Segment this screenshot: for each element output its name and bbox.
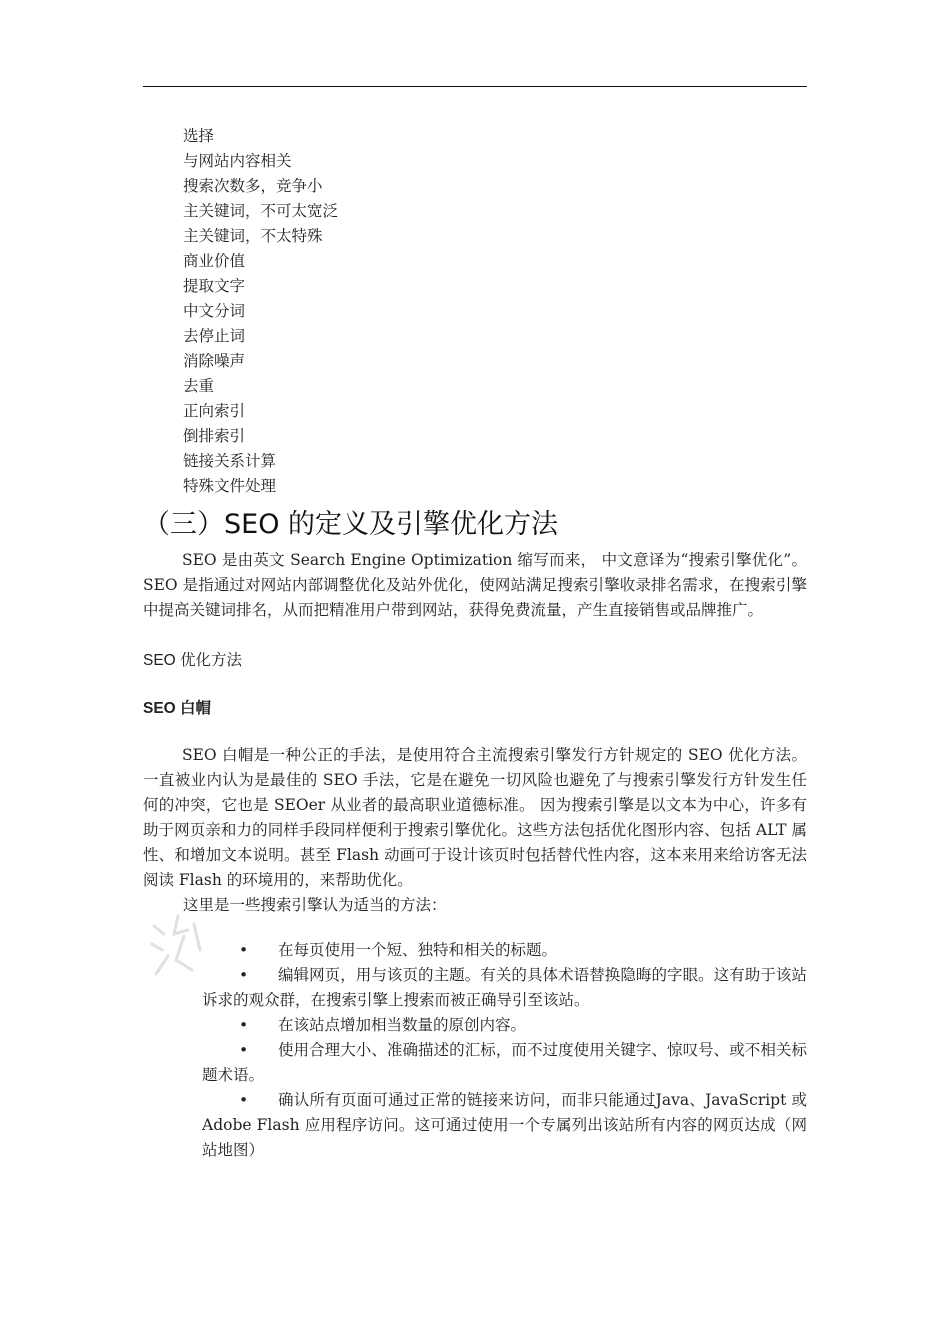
- bullet-text: 确认所有页面可通过正常的链接来访问，而非只能通过Java、JavaScript 或 Adobe Flash 应用程序访问。这可通过使用一个专属列出该站所有内容的网页达成（网站地图）: [202, 1091, 807, 1159]
- bullet-icon: •: [239, 1091, 249, 1109]
- list-item: 中文分词: [183, 302, 246, 320]
- methods-bullet-list: [202, 938, 807, 1163]
- bullet-icon: •: [239, 1016, 249, 1034]
- white-hat-heading: SEO 白帽: [143, 700, 212, 717]
- list-item: 正向索引: [183, 402, 246, 420]
- list-item: 主关键词，不太特殊: [183, 227, 323, 245]
- list-item: 与网站内容相关: [183, 152, 292, 170]
- list-item: 提取文字: [183, 277, 246, 295]
- bullet-text: 在每页使用一个短、独特和相关的标题。: [278, 941, 558, 959]
- seo-methods-label: SEO 优化方法: [143, 652, 243, 669]
- list-item: 选择: [183, 127, 215, 145]
- list-item: 主关键词，不可太宽泛: [183, 202, 339, 220]
- list-item: 去重: [183, 377, 215, 395]
- bullet-text: 使用合理大小、准确描述的汇标，而不过度使用关键字、惊叹号、或不相关标题术语。: [202, 1041, 807, 1084]
- list-item: [202, 1088, 807, 1163]
- list-item: 商业价值: [183, 252, 246, 270]
- list-item: [202, 1038, 807, 1088]
- list-item: 搜索次数多，竞争小: [183, 177, 323, 195]
- list-item: 倒排索引: [183, 427, 246, 445]
- list-item: 链接关系计算: [183, 452, 277, 470]
- white-hat-paragraph: SEO 白帽是一种公正的手法，是使用符合主流搜索引擎发行方针规定的 SEO 优化方法。一直被业内认为是最佳的 SEO 手法，它是在避免一切风险也避免了与搜索引擎发行方针发生任何的冲突，它也是 SEOer 从业者的最高职业道德标准。 因为搜索引擎是以文本为中心，许多有助于网页亲和力的同样手段同样便利于搜索引擎优化。这些方法包括优化图形内容、包括 ALT 属性、和增加文本说明。甚至 Flash 动画可于设计该页时包括替代性内容，这本来用来给访客无法阅读 Flash 的环境用的，来帮助优化。: [143, 746, 807, 889]
- list-item: 特殊文件处理: [183, 477, 277, 495]
- list-item: 消除噪声: [183, 352, 246, 370]
- list-item: 去停止词: [183, 327, 246, 345]
- watermark-glyph: [148, 910, 210, 980]
- list-item: [202, 1013, 807, 1038]
- list-item: [202, 938, 807, 963]
- bullet-icon: •: [239, 941, 249, 959]
- list-item: [202, 963, 807, 1013]
- bullet-text: 编辑网页，用与该页的主题。有关的具体术语替换隐晦的字眼。这有助于该站诉求的观众群，在搜索引擎上搜索而被正确导引至该站。: [202, 966, 807, 1009]
- header-rule: [143, 86, 807, 87]
- section-heading: （三）SEO 的定义及引擎优化方法: [143, 509, 559, 540]
- bullet-text: 在该站点增加相当数量的原创内容。: [278, 1016, 527, 1034]
- bullet-icon: •: [239, 966, 249, 984]
- keyword-process-list: [183, 124, 338, 499]
- methods-intro: 这里是一些搜索引擎认为适当的方法：: [183, 896, 447, 914]
- bullet-icon: •: [239, 1041, 249, 1059]
- definition-paragraph: SEO 是由英文 Search Engine Optimization 缩写而来， 中文意译为“搜索引擎优化”。SEO 是指通过对网站内部调整优化及站外优化，使网站满足搜索引擎收录排名需求，在搜索引擎中提高关键词排名，从而把精准用户带到网站，获得免费流量，产生直接销售或品牌推广。: [143, 551, 807, 619]
